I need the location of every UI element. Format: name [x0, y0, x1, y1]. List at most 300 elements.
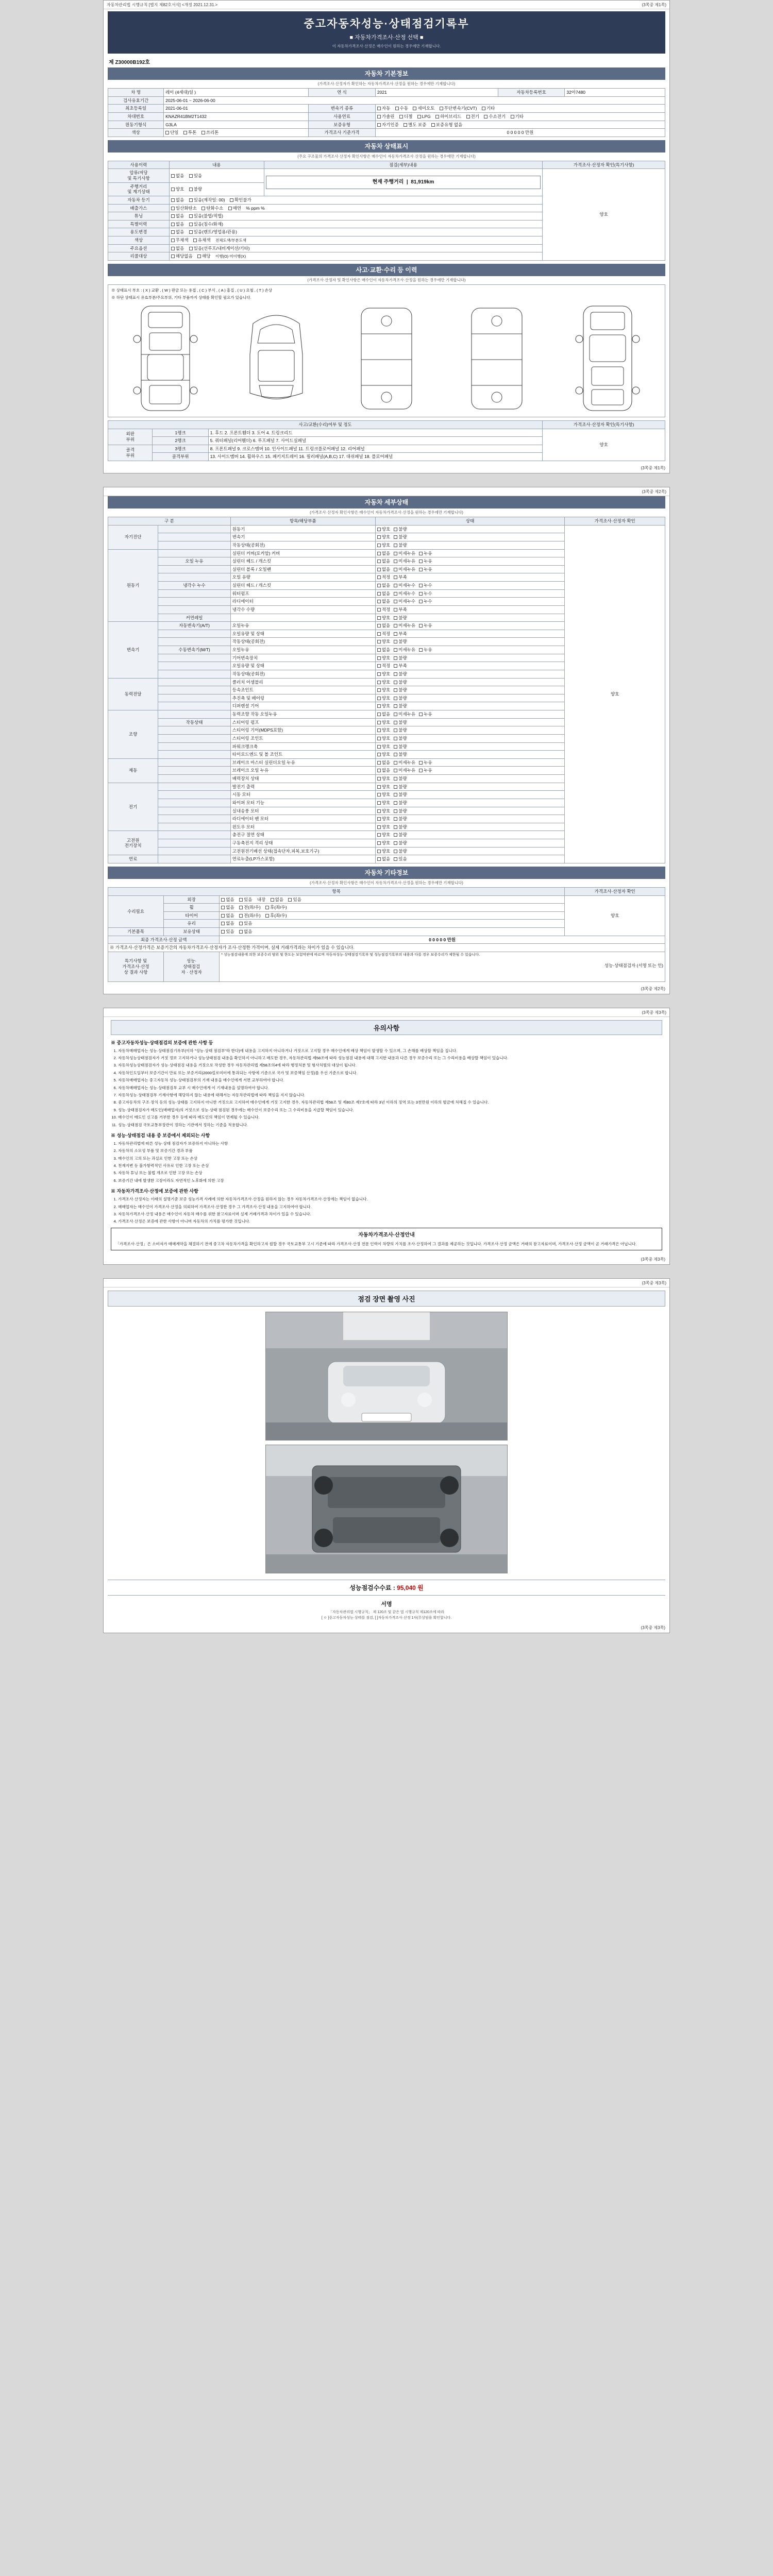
table-row [108, 89, 665, 97]
detail-state [375, 533, 565, 541]
detail-state [375, 775, 565, 783]
option-불량[interactable]: 불량 [394, 752, 407, 757]
option-부족[interactable]: 부족 [394, 574, 407, 580]
mileage-cell [264, 169, 543, 196]
detail-item: 시동 모터 [230, 791, 375, 799]
value-special-notes [220, 952, 665, 981]
option-누수[interactable]: 누수 [419, 591, 432, 597]
option-양호[interactable]: 양호 [377, 736, 390, 741]
option-front[interactable]: 전(좌/우) [239, 913, 261, 919]
option-양호[interactable]: 양호 [377, 687, 390, 693]
option-적정[interactable]: 적정 [377, 663, 390, 669]
detail-part [158, 598, 231, 606]
option-bad[interactable]: 불량 [189, 187, 202, 192]
value-inspection-period: 2025-06-01 ~ 2026-06-00 [164, 96, 665, 105]
option-불량[interactable]: 불량 [394, 832, 407, 838]
row-opts-glass [220, 920, 565, 928]
option-미세누유[interactable]: 미세누유 [394, 558, 415, 564]
row-opts-color [169, 236, 542, 245]
option-불량[interactable]: 불량 [394, 543, 407, 548]
option-누유[interactable]: 누유 [419, 768, 432, 773]
option-불량[interactable]: 불량 [394, 696, 407, 701]
section-other: 자동차 기타정보 [108, 867, 665, 879]
detail-part [158, 589, 231, 598]
label-price-base: 가격조사 기준가격 [309, 129, 376, 137]
row-label-color: 색상 [108, 236, 170, 245]
notice-item: 3. 매수인의 고의 또는 과실로 인한 고장 또는 손상 [118, 1156, 662, 1161]
detail-item: 실린더 커버(로커암) 커버 [230, 549, 375, 557]
detail-part: 작동상태 [158, 718, 231, 726]
notice-item: 6. 보증기간 내에 발생한 고장이라도 자연적인 노후화에 의한 고장 [118, 1178, 662, 1183]
option-fuel-etc[interactable]: 기타 [511, 114, 524, 120]
detail-part [158, 799, 231, 807]
detail-state [375, 847, 565, 855]
option-양호[interactable]: 양호 [377, 655, 390, 661]
option-불량[interactable]: 불량 [394, 800, 407, 806]
option-hc[interactable]: 탄화수소 [201, 206, 223, 211]
label-possession: 보유상태 [164, 928, 220, 936]
state-table [108, 161, 665, 261]
option-누유[interactable]: 누유 [419, 551, 432, 556]
option-미세누유[interactable]: 미세누유 [394, 567, 415, 572]
option-불량[interactable]: 불량 [394, 703, 407, 709]
mileage-box: 현재 주행거리 | 81,919km [266, 176, 541, 190]
detail-item: 오일누유 [230, 646, 375, 654]
detail-state [375, 823, 565, 831]
option-unknown[interactable]: 확인불가 [230, 197, 251, 203]
option-없음[interactable]: 없음 [377, 647, 390, 653]
detail-part: 오일 누유 [158, 557, 231, 566]
page-1-bottom-note: (3쪽중 제1쪽) [641, 466, 665, 470]
option-rear[interactable]: 후(좌/우) [265, 905, 287, 910]
detail-state [375, 767, 565, 775]
option-없음[interactable]: 없음 [377, 856, 390, 862]
option-없음[interactable]: 없음 [377, 711, 390, 717]
option-양호[interactable]: 양호 [377, 727, 390, 733]
notice-item: 8. 중고자동차의 구조·장치 등의 성능·상태를 고지하지 아니한 거짓으로 고지하여 매수인에게 거짓 고지한 경우, 자동차관리법 제58조 및 제80조 제7호에 따라 3년 이하의 징역 또는 3천만원 이하의 벌금에 처해질 수 있습니다. [118, 1099, 662, 1105]
option-fuel-hybrid[interactable]: 하이브리드 [435, 114, 461, 120]
detail-state [375, 710, 565, 719]
legend-line-1: ※ 상태표시 부호 : ( X ) 교환 , ( W ) 판금 또는 용접 , ( C ) 부식 , ( A ) 흠집 , ( U ) 요철 , ( T ) 손상 [111, 287, 273, 293]
option-부족[interactable]: 부족 [394, 631, 407, 637]
color-note: 전체도색/부분도색 [215, 238, 246, 243]
option-미세누수[interactable]: 미세누수 [394, 599, 415, 604]
detail-item: 실린더 헤드 / 개스킷 [230, 582, 375, 590]
col-other-item: 항목 [108, 887, 565, 895]
option-none[interactable]: 없음 [171, 213, 184, 219]
col-item: 항목/해당부품 [230, 517, 375, 526]
option-front[interactable]: 전(좌/우) [239, 905, 261, 910]
detail-state [375, 541, 565, 549]
option-없음[interactable]: 없음 [377, 760, 390, 766]
detail-table-body [108, 525, 665, 863]
detail-item: 실린더 블록 / 오일팬 [230, 565, 375, 573]
option-불량[interactable]: 불량 [394, 784, 407, 790]
signature-line[interactable]: 성능·상태점검자 (서명 또는 인) [604, 962, 663, 968]
option-applicable[interactable]: 해당 [197, 253, 210, 259]
option-warranty-none[interactable]: 보증유형 없음 [431, 122, 463, 128]
detail-item: 오일 유량 [230, 573, 375, 582]
option-transmission-manual[interactable]: 수동 [395, 106, 408, 111]
value-first-reg: 2021-06-01 [164, 105, 309, 113]
col-confirm: 가격조사·산정자 확인 [565, 517, 665, 526]
table-row [108, 895, 665, 904]
detail-part: 자동변속기(A/T) [158, 622, 231, 630]
option-smoke[interactable]: 매연 [228, 206, 241, 211]
option-none[interactable]: 없음 [239, 929, 252, 935]
detail-state [375, 799, 565, 807]
detail-state [375, 525, 565, 533]
option-fuel-diesel[interactable]: 디젤 [399, 114, 412, 120]
table-row [108, 105, 665, 113]
option-미세누유[interactable]: 미세누유 [394, 711, 415, 717]
option-불량[interactable]: 불량 [394, 687, 407, 693]
detail-part [158, 686, 231, 694]
page-3-number: (3쪽중 제3쪽) [642, 1010, 666, 1015]
notice-title: 유의사항 [111, 1020, 662, 1035]
row-opts-possession [220, 928, 565, 936]
detail-part [158, 638, 231, 646]
detail-group-0: 자기진단 [108, 525, 158, 549]
detail-item: 실린더 헤드 / 개스킷 [230, 557, 375, 566]
option-누유[interactable]: 누유 [419, 647, 432, 653]
row-opts-emission [169, 204, 542, 212]
label-outer-panel: 외판 부위 [108, 429, 153, 445]
option-불량[interactable]: 불량 [394, 639, 407, 645]
row-opts-wheel [220, 904, 565, 912]
option-적정[interactable]: 적정 [377, 607, 390, 613]
option-fuel-gasoline[interactable]: 가솔린 [377, 114, 395, 120]
car-right-side-diagram[interactable] [458, 303, 535, 414]
option-chromatic[interactable]: 유채색 [193, 238, 211, 243]
option-none[interactable]: 없음 [221, 921, 234, 926]
detail-item: 브레이크 오일 누유 [230, 767, 375, 775]
option-양호[interactable]: 양호 [377, 832, 390, 838]
option-warranty-separate[interactable]: 별도 보증 [404, 122, 426, 128]
option-양호[interactable]: 양호 [377, 824, 390, 830]
option-양호[interactable]: 양호 [377, 696, 390, 701]
table-header-row [108, 161, 665, 169]
row-label-recall: 리콜대상 [108, 252, 170, 261]
notice-item: 4. 천재지변 등 불가항력적인 사유로 인한 고장 또는 손상 [118, 1163, 662, 1168]
option-transmission-cvt[interactable]: 무단변속기(CVT) [440, 106, 477, 111]
option-누유[interactable]: 누유 [419, 760, 432, 766]
option-yes[interactable]: 있음 [221, 929, 234, 935]
option-interior-yes[interactable]: 있음 [288, 897, 301, 903]
option-fuel-lpg[interactable]: LPG [417, 114, 431, 120]
page-2-top-note [104, 487, 669, 496]
detail-part [158, 847, 231, 855]
option-none[interactable]: 없음 [221, 897, 234, 903]
option-yes[interactable]: 있음(제작일: 00) [189, 197, 225, 203]
option-color-two[interactable]: 투톤 [183, 130, 196, 135]
row-label-mileage: 주행거리 및 계기상태 [108, 182, 170, 196]
option-양호[interactable]: 양호 [377, 720, 390, 725]
row-label-special-history: 특별이력 [108, 220, 170, 228]
option-achromatic[interactable]: 무채색 [171, 238, 189, 243]
accident-diagram [108, 284, 665, 417]
option-불량[interactable]: 불량 [394, 744, 407, 750]
detail-group-3: 동력전달 [108, 678, 158, 710]
option-불량[interactable]: 불량 [394, 527, 407, 532]
option-적정[interactable]: 적정 [377, 631, 390, 637]
value-fuel-options [375, 112, 665, 121]
footer-line-1: 「자동차관리법 시행규칙」 제 120조 및 같은 법 시행규칙 제120조에 따라 [329, 1611, 444, 1615]
option-불량[interactable]: 불량 [394, 680, 407, 685]
option-불량[interactable]: 불량 [394, 792, 407, 798]
label-warranty: 보증유형 [309, 121, 376, 129]
car-top-diagram[interactable] [238, 303, 315, 414]
price-info-box [111, 1228, 662, 1250]
inspection-fee-bar [108, 1580, 665, 1596]
detail-state [375, 807, 565, 815]
option-fuel-hydrogen[interactable]: 수소전기 [484, 114, 506, 120]
option-none[interactable]: 없음 [171, 222, 184, 227]
option-적정[interactable]: 적정 [377, 574, 390, 580]
option-양호[interactable]: 양호 [377, 703, 390, 709]
option-good[interactable]: 양호 [171, 187, 184, 192]
option-fuel-electric[interactable]: 전기 [466, 114, 479, 120]
option-none[interactable]: 없음 [221, 905, 234, 910]
option-transmission-semi[interactable]: 세미오토 [413, 106, 434, 111]
option-불량[interactable]: 불량 [394, 615, 407, 621]
section-detail-sub: (가격조사·산정자 확인사항은 매수인이 자동차가격조사·산정을 원하는 경우에만 기재합니다) [310, 510, 463, 515]
option-불량[interactable]: 불량 [394, 720, 407, 725]
option-양호[interactable]: 양호 [377, 792, 390, 798]
detail-state [375, 549, 565, 557]
option-누유[interactable]: 누유 [419, 558, 432, 564]
label-frame-panel: 골격 부위 [108, 445, 153, 461]
detail-item: 구동축전지 격리 상태 [230, 839, 375, 848]
option-미세누유[interactable]: 미세누유 [394, 623, 415, 629]
page-3-bottom-note: (3쪽중 제3쪽) [641, 1257, 665, 1262]
notice-item: 5. 자동차매매업자는 중고자동차 성능·상태점검부의 기재 내용을 매수인에게 서면 교부하여야 합니다. [118, 1077, 662, 1083]
option-양호[interactable]: 양호 [377, 752, 390, 757]
option-누유[interactable]: 누유 [419, 623, 432, 629]
footer-note [104, 1609, 669, 1624]
option-양호[interactable]: 양호 [377, 543, 390, 548]
option-양호[interactable]: 양호 [377, 744, 390, 750]
option-yes[interactable]: 있음 [189, 173, 202, 179]
option-none[interactable]: 없음 [171, 229, 184, 235]
photo-section-title: 점검 장면 촬영 사진 [108, 1291, 665, 1307]
label-plate: 자동차등록번호 [498, 89, 565, 97]
option-없음[interactable]: 없음 [377, 558, 390, 564]
row-label-usage-change: 용도변경 [108, 228, 170, 236]
option-yes[interactable]: 있음 [239, 897, 252, 903]
detail-state [375, 758, 565, 767]
row-opts-mileage [169, 182, 264, 196]
option-미세누유[interactable]: 미세누유 [394, 768, 415, 773]
option-양호[interactable]: 양호 [377, 639, 390, 645]
option-불량[interactable]: 불량 [394, 776, 407, 782]
state-confirm-cell: 양호 [543, 169, 665, 261]
option-양호[interactable]: 양호 [377, 534, 390, 540]
detail-state [375, 855, 565, 863]
detail-state [375, 573, 565, 582]
option-none[interactable]: 없음 [171, 173, 184, 179]
option-없음[interactable]: 없음 [377, 551, 390, 556]
option-미세누유[interactable]: 미세누유 [394, 760, 415, 766]
option-없음[interactable]: 없음 [377, 591, 390, 597]
option-있음[interactable]: 있음 [394, 856, 407, 862]
option-없음[interactable]: 없음 [377, 768, 390, 773]
option-불량[interactable]: 불량 [394, 736, 407, 741]
option-rear[interactable]: 후(좌/우) [265, 913, 287, 919]
option-yes[interactable]: 있음 [239, 921, 252, 926]
option-yes[interactable]: 있음(불법/적법) [189, 213, 223, 219]
option-불량[interactable]: 불량 [394, 849, 407, 854]
detail-state [375, 598, 565, 606]
option-불량[interactable]: 불량 [394, 816, 407, 822]
detail-part [158, 767, 231, 775]
detail-part: 커먼레일 [158, 614, 231, 622]
detail-item: 원동기 [230, 525, 375, 533]
option-양호[interactable]: 양호 [377, 849, 390, 854]
detail-part [158, 726, 231, 735]
label-glass: 유리 [164, 920, 220, 928]
detail-item: 워터펌프 [230, 589, 375, 598]
label-transmission: 변속기 종류 [309, 105, 376, 113]
price-info-text: 「가격조사·산정」은 소비자가 매매계약을 체결하기 전에 중고차 자동차가격을 확인하고자 원할 경우 국토교통부 고시 기준에 따라 가격조사·산정 전문 인력이 차량의 가치를 조사·산정하여 그 결과를 제공하는 것입니다. 가격조사·산정 금액은 거래의 참고자료이며, 가격조사·산정 금액이 곧 거래가격은 아닙니다. [115, 1241, 637, 1246]
detail-state [375, 742, 565, 751]
inspection-photo-underbody[interactable] [265, 1445, 508, 1573]
value-engine-type: G3LA [164, 121, 309, 129]
option-color-single[interactable]: 단일 [165, 130, 178, 135]
option-양호[interactable]: 양호 [377, 840, 390, 846]
option-누수[interactable]: 누수 [419, 599, 432, 604]
option-양호[interactable]: 양호 [377, 800, 390, 806]
detail-state [375, 662, 565, 670]
option-warranty-self[interactable]: 자기인증 [377, 122, 399, 128]
row-label-emission: 배출가스 [108, 204, 170, 212]
detail-part [158, 751, 231, 759]
detail-state [375, 734, 565, 742]
detail-group-7: 고전원 전기장치 [108, 831, 158, 855]
footer-line-2: [ ㅇ ]중고자동차성능·상태를 점검, [ ]자동차가격조사·산정 1차(무상임을 확인합니다. [321, 1616, 452, 1620]
detail-state [375, 565, 565, 573]
option-부족[interactable]: 부족 [394, 607, 407, 613]
option-불량[interactable]: 불량 [394, 808, 407, 814]
detail-item: 작동상태(공회전) [230, 541, 375, 549]
option-yes[interactable]: 있음(렌트/영업용/관용) [189, 229, 237, 235]
option-없음[interactable]: 없음 [377, 599, 390, 604]
option-미세누수[interactable]: 미세누수 [394, 583, 415, 588]
option-없음[interactable]: 없음 [377, 567, 390, 572]
section-basic-sub: (가격조사·산정자가 확인하는 자동차가격조사·산정을 원하는 경우에만 기재합니다) [317, 81, 456, 86]
row-label-registration: 자동차 등기 [108, 196, 170, 204]
option-누유[interactable]: 누유 [419, 711, 432, 717]
label-first-reg: 최초등록일 [108, 105, 164, 113]
option-없음[interactable]: 없음 [377, 623, 390, 629]
notice-item: 7. 자동차성능·상태점검부 기재사항에 해당하지 않는 내용에 대해서는 자동차관리법에 따라 책임을 지지 않습니다. [118, 1092, 662, 1098]
option-부족[interactable]: 부족 [394, 663, 407, 669]
detail-group-5: 제동 [108, 758, 158, 783]
label-rank-1: 1랭크 [153, 429, 208, 437]
option-불량[interactable]: 불량 [394, 727, 407, 733]
option-양호[interactable]: 양호 [377, 615, 390, 621]
detail-part [158, 839, 231, 848]
value-year: 2021 [375, 89, 498, 97]
section-accident-sub: (가격조사·산정자 및 확인사항은 매수인이 자동차가격조사·산정을 원하는 경우에만 기재합니다) [307, 277, 466, 282]
option-color-three[interactable]: 쓰리톤 [201, 130, 219, 135]
label-car-name: 차 명 [108, 89, 164, 97]
detail-group-8: 연료 [108, 855, 158, 863]
option-미세누수[interactable]: 미세누수 [394, 591, 415, 597]
option-none[interactable]: 없음 [171, 246, 184, 251]
option-na[interactable]: 해당없음 [171, 253, 193, 259]
page-4 [103, 1278, 670, 1633]
option-양호[interactable]: 양호 [377, 527, 390, 532]
option-불량[interactable]: 불량 [394, 840, 407, 846]
option-양호[interactable]: 양호 [377, 784, 390, 790]
value-plate: 32아7480 [565, 89, 665, 97]
detail-part [158, 694, 231, 702]
option-transmission-etc[interactable]: 기타 [482, 106, 495, 111]
label-rank-2: 2랭크 [153, 437, 208, 445]
accident-confirm-value: 양호 [543, 429, 665, 461]
car-front-diagram[interactable] [127, 303, 204, 414]
col-other-confirm: 가격조사·산정자 확인 [565, 887, 665, 895]
option-불량[interactable]: 불량 [394, 534, 407, 540]
option-불량[interactable]: 불량 [394, 671, 407, 677]
detail-part: 냉각수 누수 [158, 582, 231, 590]
option-yes[interactable]: 있음(침수/화재) [189, 222, 223, 227]
detail-item: 작동상태(공회전) [230, 638, 375, 646]
car-left-side-diagram[interactable] [348, 303, 425, 414]
notice-sub-3: ※ 자동차가격조사·산정에 보증에 관한 사항 [111, 1189, 198, 1194]
detail-item: 오일유량 및 상태 [230, 662, 375, 670]
option-미세누유[interactable]: 미세누유 [394, 551, 415, 556]
option-누수[interactable]: 누수 [419, 583, 432, 588]
detail-part [158, 565, 231, 573]
value-rank-1: 1. 후드 2. 프론트휀더 3. 도어 4. 트렁크리드 [208, 429, 543, 437]
detail-part [158, 702, 231, 710]
option-양호[interactable]: 양호 [377, 808, 390, 814]
notice-item: 1. 자동차관리법에 따른 성능·상태 점검자가 보증하지 아니하는 사항 [118, 1141, 662, 1146]
option-transmission-auto[interactable]: 자동 [377, 106, 390, 111]
signature-row[interactable]: 서명 [381, 1601, 392, 1608]
option-없음[interactable]: 없음 [377, 583, 390, 588]
car-rear-diagram[interactable] [569, 303, 646, 414]
option-누유[interactable]: 누유 [419, 567, 432, 572]
option-양호[interactable]: 양호 [377, 776, 390, 782]
option-불량[interactable]: 불량 [394, 824, 407, 830]
notice-item: 5. 자동차 튜닝 또는 불법 개조로 인한 고장 또는 손상 [118, 1170, 662, 1176]
row-label-tuning: 튜닝 [108, 212, 170, 221]
page-4-top-note [104, 1279, 669, 1287]
option-양호[interactable]: 양호 [377, 680, 390, 685]
option-interior-none[interactable]: 없음 [271, 897, 283, 903]
value-warranty-options [375, 121, 665, 129]
inspection-photo-front[interactable] [265, 1312, 508, 1440]
detail-item: 발전기 출력 [230, 783, 375, 791]
option-불량[interactable]: 불량 [394, 655, 407, 661]
detail-item: 연료누출(LP가스포함) [230, 855, 375, 863]
notice-item: 11. 성능·상태점검 국토교통부장관이 정하는 기관에서 정하는 기준을 적용합니다. [118, 1122, 662, 1128]
option-none[interactable]: 없음 [221, 913, 234, 919]
option-양호[interactable]: 양호 [377, 816, 390, 822]
option-co[interactable]: 일산화탄소 [171, 206, 197, 211]
value-transmission-options [375, 105, 665, 113]
col-state: 상태 [375, 517, 565, 526]
option-미세누유[interactable]: 미세누유 [394, 647, 415, 653]
detail-table [108, 517, 665, 863]
option-yes[interactable]: 있음(선루프/내비게이션/기타) [189, 246, 250, 251]
detail-state [375, 815, 565, 823]
option-양호[interactable]: 양호 [377, 671, 390, 677]
option-none[interactable]: 없음 [171, 197, 184, 203]
